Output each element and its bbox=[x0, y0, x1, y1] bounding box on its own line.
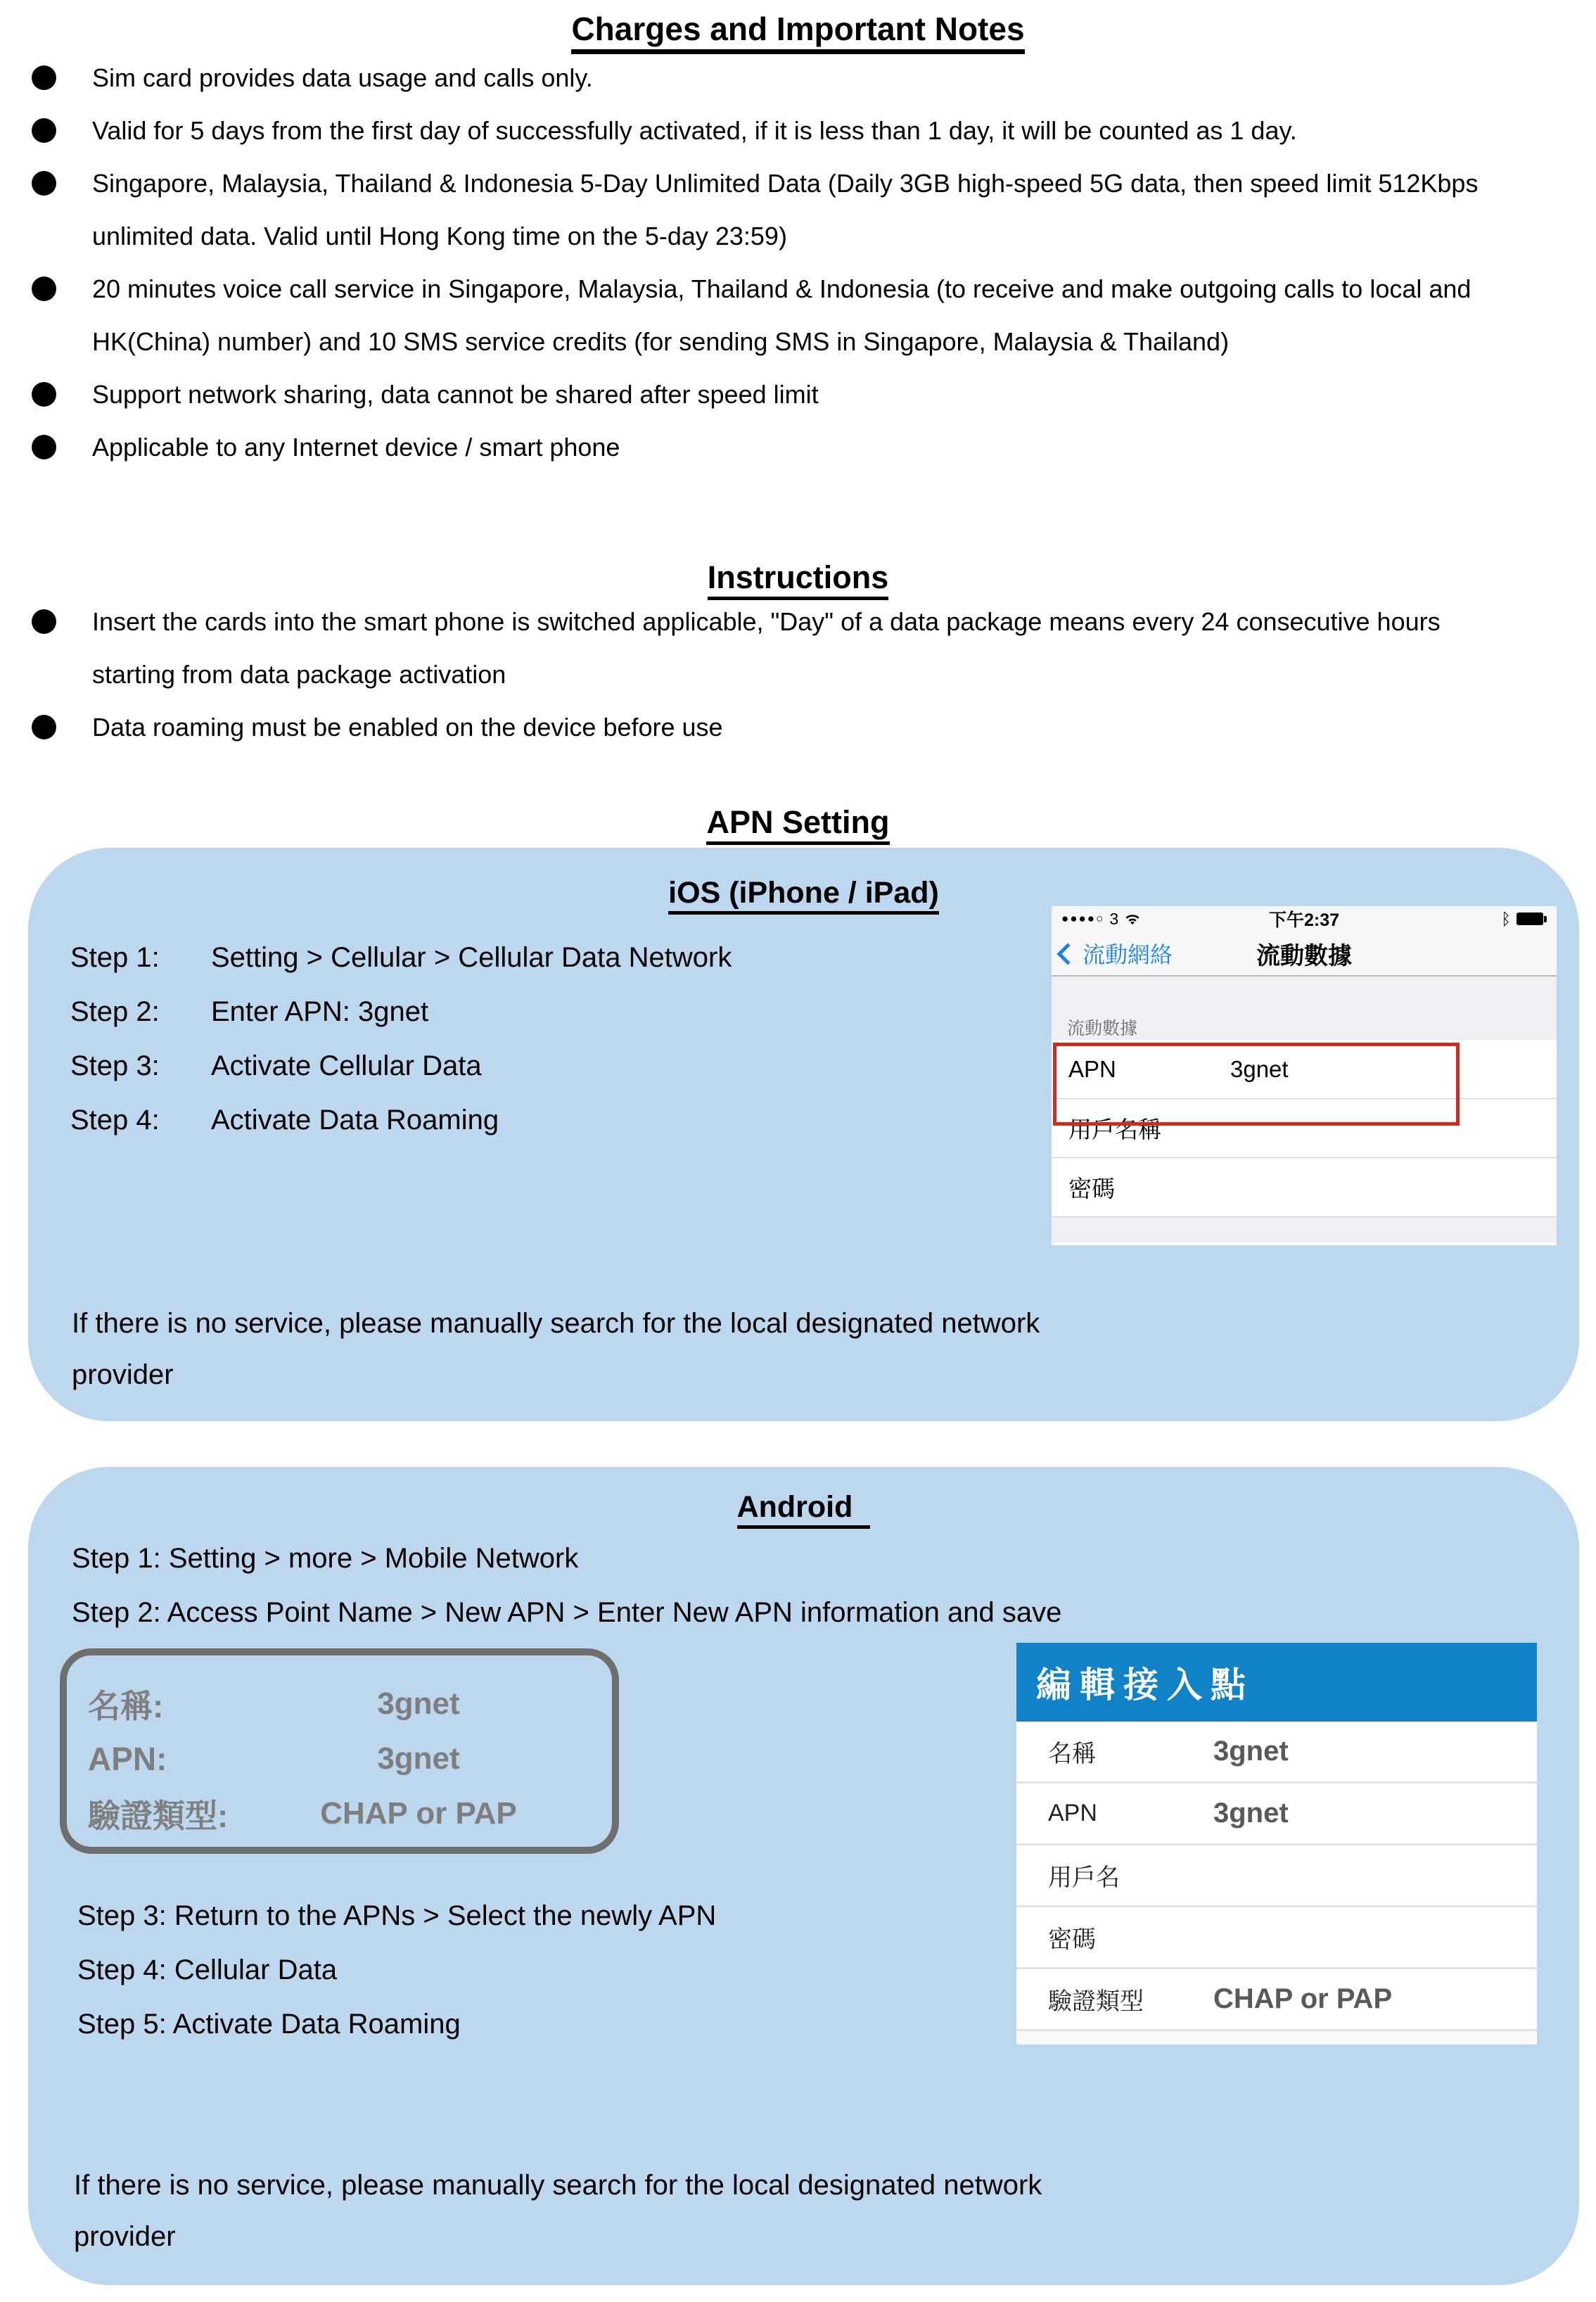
step-row bbox=[70, 1039, 732, 1093]
bullet-icon bbox=[32, 435, 56, 459]
ios-settings-screenshot bbox=[1052, 906, 1557, 1245]
android-settings-screenshot bbox=[1016, 1643, 1537, 2045]
note-text: Valid for 5 days from the first day of successfully activated, if it is less than 1 day, it will be counted as 1 day. bbox=[92, 116, 1297, 145]
row-value: CHAP or PAP bbox=[320, 1796, 517, 1831]
row-value: 3gnet bbox=[377, 1686, 460, 1721]
ios-steps bbox=[70, 931, 732, 1147]
row-label: 驗證類型: bbox=[88, 1798, 229, 1834]
android-panel bbox=[28, 1467, 1579, 2285]
list-item bbox=[30, 368, 1507, 421]
row-value: CHAP or PAP bbox=[1213, 1983, 1393, 2014]
step-text: Step 3: Return to the APNs > Select the newly APN bbox=[77, 1900, 717, 1931]
instructions-list bbox=[30, 595, 1507, 753]
row-label: 用戶名稱 bbox=[1068, 1117, 1161, 1143]
bullet-icon bbox=[32, 276, 56, 301]
signal-dots-icon: ●●●●○ bbox=[1061, 912, 1105, 925]
row-label: 用戶名 bbox=[1048, 1864, 1120, 1891]
apn-highlight-box bbox=[1053, 1043, 1460, 1126]
list-item bbox=[30, 104, 1507, 157]
instruction-text: Insert the cards into the smart phone is switched applicable, "Day" of a data package means every 24 consecutive hours starting from data package activation bbox=[92, 607, 1441, 689]
ios-nav-bar bbox=[1052, 931, 1557, 977]
bullet-icon bbox=[32, 609, 56, 634]
instruction-text: Data roaming must be enabled on the device before use bbox=[92, 713, 723, 742]
nav-title: 流動數據 bbox=[1256, 942, 1352, 969]
step-row bbox=[70, 931, 732, 985]
step-text: Activate Cellular Data bbox=[211, 1050, 482, 1081]
note-text: Sim card provides data usage and calls only. bbox=[92, 63, 593, 92]
auth-type-row bbox=[1016, 1969, 1537, 2031]
instructions-title: Instructions bbox=[0, 559, 1596, 596]
android-no-service-note: If there is no service, please manually search for the local designated network provider bbox=[74, 2170, 1042, 2252]
step-text: Step 5: Activate Data Roaming bbox=[77, 2009, 461, 2040]
carrier-label: 3 bbox=[1109, 909, 1119, 928]
row-value: 3gnet bbox=[1213, 1798, 1289, 1829]
apn-info-row bbox=[88, 1677, 612, 1731]
row-value: 3gnet bbox=[1230, 1055, 1289, 1082]
step-label: Step 1: bbox=[70, 942, 160, 973]
step-row bbox=[70, 985, 732, 1039]
step-text: Step 2: Access Point Name > New APN > Enter New APN information and save bbox=[72, 1597, 1062, 1628]
step-text: Setting > Cellular > Cellular Data Network bbox=[211, 942, 732, 973]
step-text: Step 1: Setting > more > Mobile Network bbox=[72, 1543, 579, 1574]
android-steps-bottom bbox=[77, 1889, 716, 2052]
section-spacer bbox=[1052, 977, 1557, 1017]
step-text: Step 4: Cellular Data bbox=[77, 1954, 338, 1985]
page-title: Charges and Important Notes bbox=[0, 10, 1596, 48]
apn-setting-title: APN Setting bbox=[0, 804, 1596, 841]
step-label: Step 2: bbox=[70, 996, 160, 1027]
row-label: APN bbox=[1048, 1800, 1097, 1826]
step-text: Enter APN: 3gnet bbox=[211, 996, 429, 1027]
note-text: Applicable to any Internet device / smart phone bbox=[92, 433, 620, 462]
row-label: 驗證類型 bbox=[1048, 1988, 1144, 2015]
android-steps-top bbox=[72, 1532, 1061, 1640]
screenshot-footer bbox=[1016, 2031, 1537, 2045]
list-item bbox=[30, 262, 1507, 368]
android-screen-header: 編輯接入點 bbox=[1016, 1643, 1537, 1722]
row-label: 名稱: bbox=[88, 1688, 164, 1724]
ios-no-service-note: If there is no service, please manually search for the local designated network provider bbox=[72, 1308, 1040, 1390]
step-label: Step 4: bbox=[70, 1105, 160, 1136]
step-label: Step 3: bbox=[70, 1050, 160, 1081]
charges-notes-list bbox=[30, 51, 1507, 473]
password-row bbox=[1016, 1907, 1537, 1969]
step-row bbox=[70, 1093, 732, 1147]
status-time: 下午2:37 bbox=[1268, 910, 1340, 930]
note-text: Support network sharing, data cannot be shared after speed limit bbox=[92, 380, 819, 409]
section-label: 流動數據 bbox=[1052, 1017, 1557, 1040]
ios-panel bbox=[28, 848, 1579, 1421]
apn-row bbox=[1016, 1783, 1537, 1845]
username-row bbox=[1016, 1845, 1537, 1907]
row-label: APN bbox=[1068, 1055, 1116, 1082]
row-label: 密碼 bbox=[1048, 1926, 1096, 1953]
apn-info-box bbox=[60, 1648, 619, 1854]
list-item bbox=[30, 595, 1507, 701]
list-item bbox=[30, 701, 1507, 753]
android-heading: Android bbox=[28, 1490, 1579, 1525]
bullet-icon bbox=[32, 118, 56, 143]
list-item bbox=[30, 51, 1507, 104]
password-row bbox=[1052, 1158, 1557, 1217]
ios-status-bar bbox=[1052, 906, 1557, 931]
ios-heading: iOS (iPhone / iPad) bbox=[28, 876, 1579, 910]
row-value: 3gnet bbox=[377, 1741, 460, 1776]
bullet-icon bbox=[32, 171, 56, 196]
name-row bbox=[1016, 1722, 1537, 1783]
list-item bbox=[30, 157, 1507, 262]
row-value: 3gnet bbox=[1213, 1736, 1289, 1767]
row-label: APN: bbox=[88, 1741, 167, 1777]
row-label: 名稱 bbox=[1048, 1741, 1096, 1767]
apn-info-row bbox=[88, 1731, 612, 1786]
list-item bbox=[30, 421, 1507, 473]
step-text: Activate Data Roaming bbox=[211, 1105, 499, 1136]
bullet-icon bbox=[32, 65, 56, 90]
bullet-icon bbox=[32, 382, 56, 407]
bullet-icon bbox=[32, 715, 56, 739]
bluetooth-icon: ᛒ bbox=[1501, 909, 1511, 928]
screenshot-footer bbox=[1052, 1217, 1557, 1242]
back-label: 流動網絡 bbox=[1083, 942, 1173, 967]
row-label: 密碼 bbox=[1068, 1176, 1115, 1202]
apn-info-row bbox=[88, 1786, 612, 1841]
note-text: 20 minutes voice call service in Singapore, Malaysia, Thailand & Indonesia (to receive and make outgoing calls to local and HK(China) number) and 10 SMS service credits (for sending SMS in Singapore, Malaysia & Thailand) bbox=[92, 274, 1471, 356]
note-text: Singapore, Malaysia, Thailand & Indonesia 5-Day Unlimited Data (Daily 3GB high-speed 5G data, then speed limit 512Kbps unlimited data. Valid until Hong Kong time on the 5-day 23:59) bbox=[92, 169, 1479, 250]
